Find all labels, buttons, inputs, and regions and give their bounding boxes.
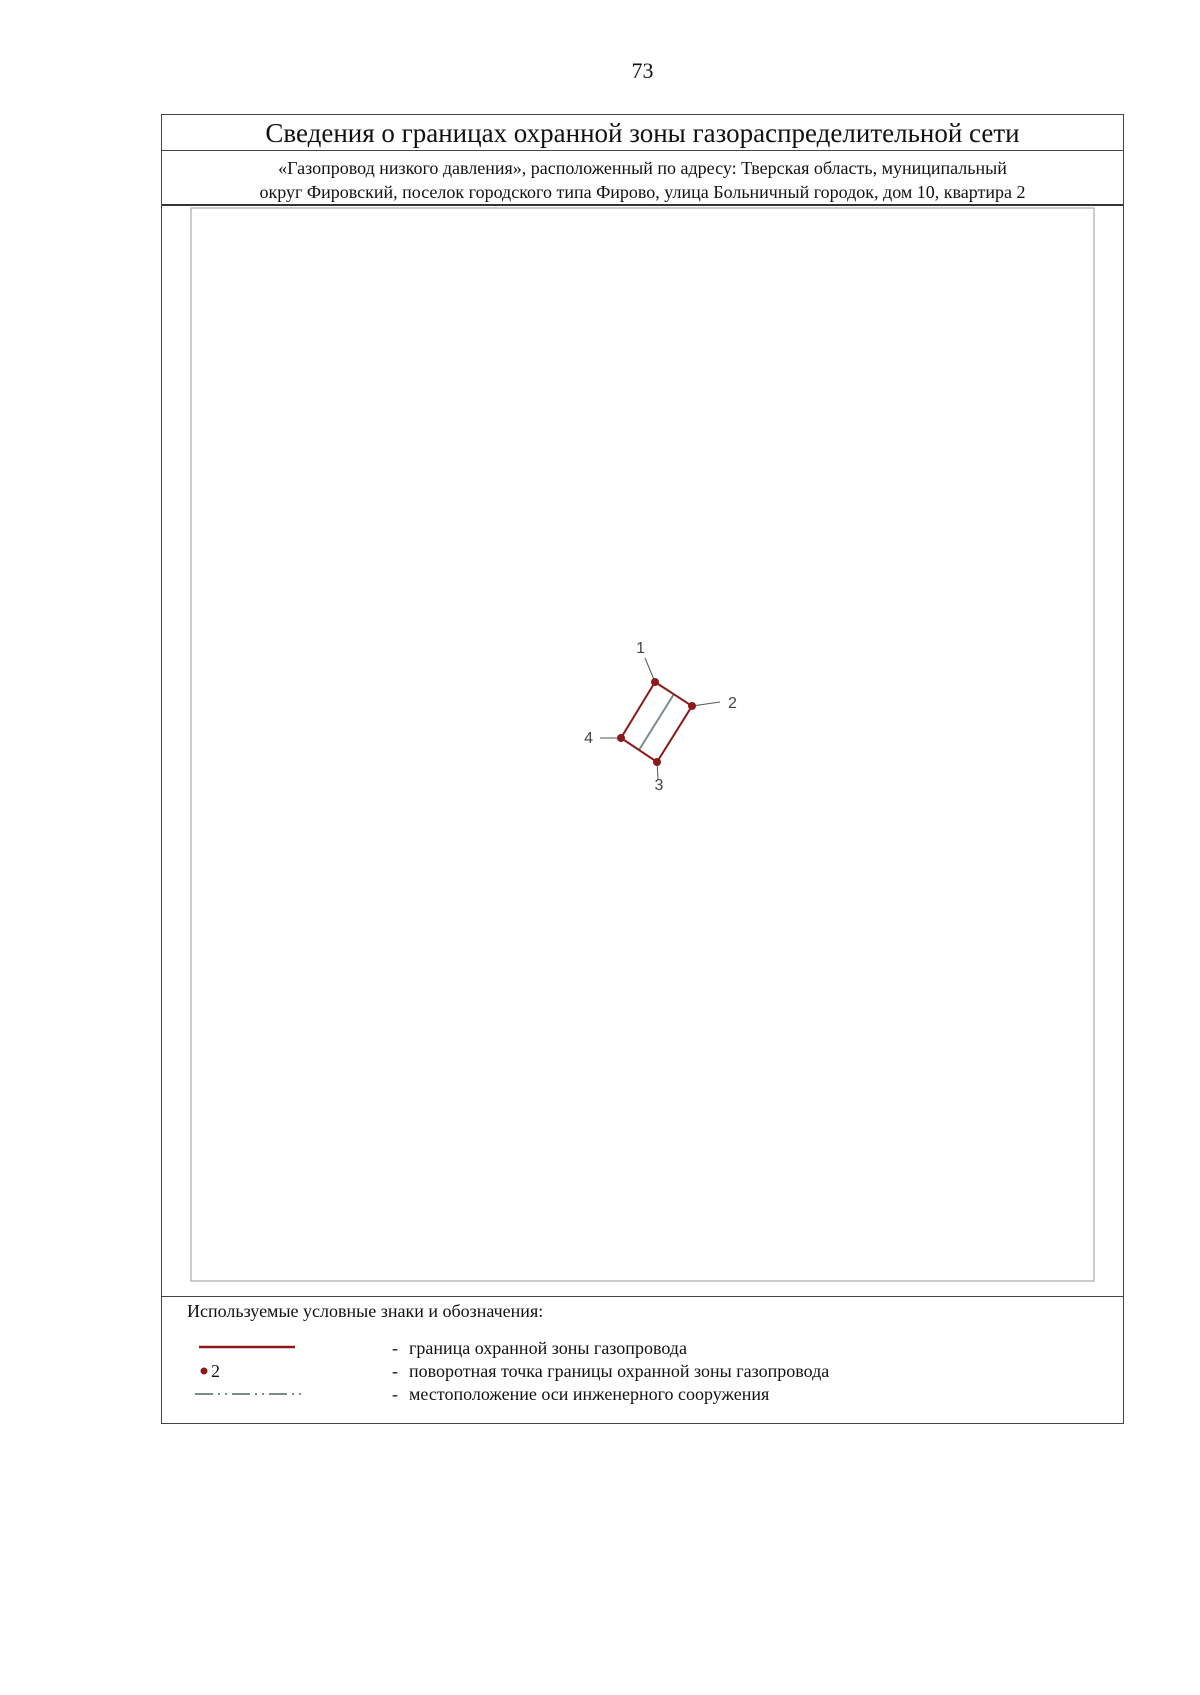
object-description-line-2: округ Фировский, поселок городского типа Фирово, улица Больничный городок, дом 10, квартира 2 <box>259 182 1026 202</box>
boundary-map <box>190 207 1095 1292</box>
legend-text-axis: местоположение оси инженерного сооружения <box>409 1384 770 1404</box>
legend-item-axis <box>187 1383 1087 1405</box>
point-sample-label: 2 <box>211 1361 220 1381</box>
turning-point <box>688 702 696 710</box>
legend-dash: - <box>392 1338 398 1358</box>
legend-text-point: поворотная точка границы охранной зоны газопровода <box>409 1361 830 1381</box>
legend-dash: - <box>392 1384 398 1404</box>
page-number: 73 <box>631 58 654 83</box>
point-leader-line <box>692 702 720 706</box>
legend-text-boundary: граница охранной зоны газопровода <box>409 1338 687 1358</box>
map-area <box>190 207 1095 1400</box>
legend-item-point <box>187 1360 1087 1382</box>
header-divider <box>162 204 1123 206</box>
turning-point <box>617 734 625 742</box>
object-description-line-1: «Газопровод низкого давления», расположенный по адресу: Тверская область, муниципальный <box>278 158 1007 178</box>
legend-item-boundary <box>187 1337 1087 1359</box>
legend-divider <box>162 1296 1123 1297</box>
boundary-line-symbol <box>187 1337 307 1359</box>
document-title: Сведения о границах охранной зоны газораспределительной сети <box>162 115 1123 151</box>
info-frame <box>161 114 1124 1424</box>
turning-point-label: 4 <box>584 730 593 747</box>
turning-point <box>653 758 661 766</box>
legend-dash: - <box>392 1361 398 1381</box>
turning-point-symbol <box>187 1360 307 1382</box>
turning-point-label: 2 <box>728 695 737 712</box>
axis-line-symbol <box>187 1383 307 1405</box>
turning-point-label: 1 <box>636 640 645 657</box>
turning-point <box>651 678 659 686</box>
protection-zone <box>584 640 737 794</box>
legend-title: Используемые условные знаки и обозначения: <box>187 1301 544 1321</box>
turning-point-label: 3 <box>654 777 664 794</box>
